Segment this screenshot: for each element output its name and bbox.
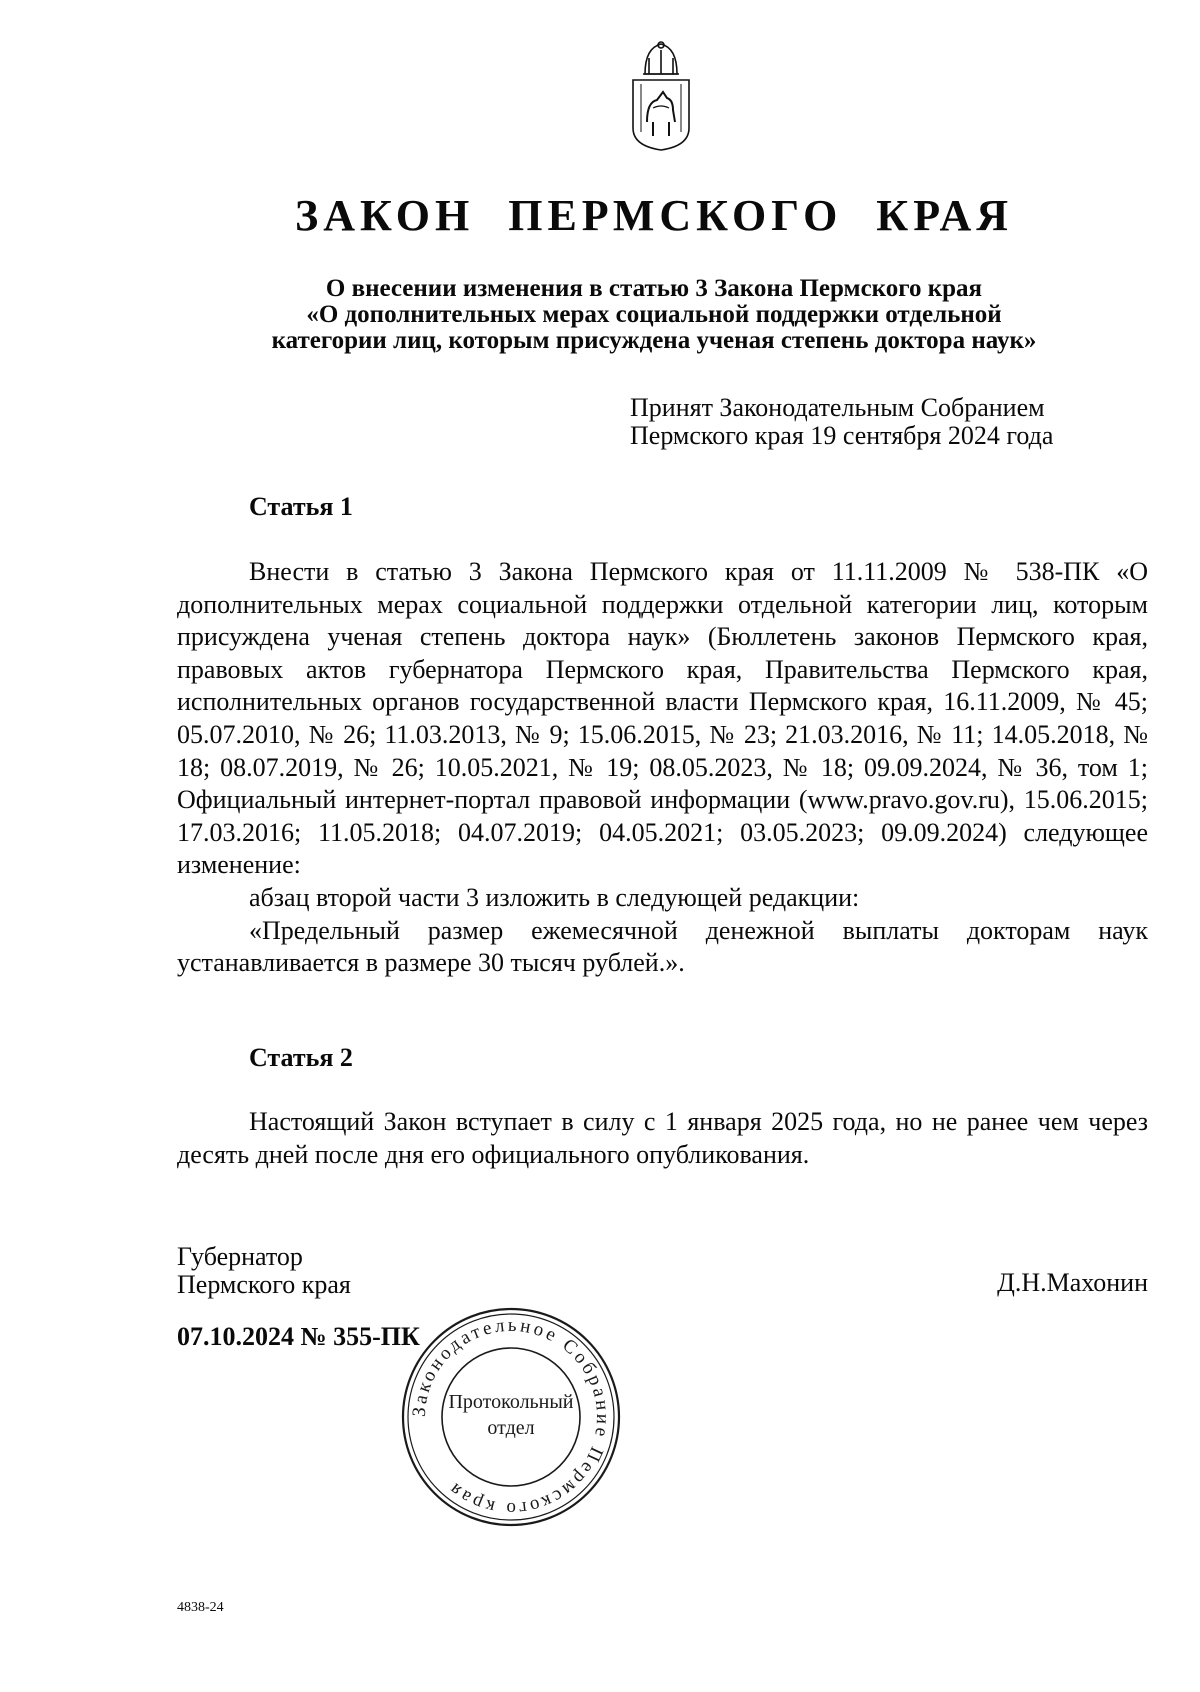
subtitle-line: О внесении изменения в статью 3 Закона Пермского края: [325, 275, 983, 302]
article-paragraph: Настоящий Закон вступает в силу с 1 января 2025 года, но не ранее чем через десять дней после дня его официального опубликования.: [177, 1107, 1148, 1169]
law-date-number: 07.10.2024 № 355-ПК: [177, 1322, 420, 1351]
article-paragraph: Внести в статью 3 Закона Пермского края от 11.11.2009 № 538-ПК «О дополнительных мерах социальной поддержки отдельной категории лиц, которым присуждена ученая степень доктора наук» (Бюллетень законов Пермского края, правовых актов губернатора Пермского края, Правительства Пермского края, исполнительных органов государственной власти Пермского края, 16.11.2009, № 45; 05.07.2010, № 26; 11.03.2013, № 9; 15.06.2015, № 23; 21.03.2016, № 11; 14.05.2018, № 18; 08.07.2019, № 26; 10.05.2021, № 19; 08.05.2023, № 18; 09.09.2024, № 36, том 1; Официальный интернет-портал правовой информации (www.pravo.gov.ru), 15.06.2015; 17.03.2016; 11.05.2018; 04.07.2019; 04.05.2021; 03.05.2023; 09.09.2024) следующее изменение:: [177, 557, 1148, 880]
article-1-heading: Статья 1: [249, 492, 353, 521]
article-1-body: [177, 556, 1148, 980]
stamp-center-line: Протокольный: [448, 1391, 574, 1413]
perm-krai-coat-of-arms-icon: [623, 40, 699, 152]
subtitle-line: категории лиц, которым присуждена ученая степень доктора наук»: [271, 327, 1037, 354]
position-line: Губернатор: [177, 1242, 303, 1271]
article-paragraph: абзац второй части 3 изложить в следующей редакции:: [249, 882, 860, 912]
subtitle-line: «О дополнительных мерах социальной поддержки отдельной: [306, 301, 1002, 328]
adoption-line: Пермского края 19 сентября 2024 года: [630, 421, 1054, 450]
law-subtitle: [180, 276, 1128, 354]
law-title: ЗАКОН ПЕРМСКОГО КРАЯ: [294, 191, 1014, 240]
stamp-center-line: отдел: [487, 1417, 535, 1439]
adoption-note: [630, 394, 1100, 450]
signatory-position: [177, 1243, 351, 1299]
position-line: Пермского края: [177, 1270, 351, 1299]
official-stamp: [398, 1304, 624, 1530]
signatory-name: Д.Н.Махонин: [997, 1268, 1148, 1297]
article-paragraph: «Предельный размер ежемесячной денежной выплаты докторам наук устанавливается в размере 30 тысяч рублей.».: [177, 915, 1148, 978]
adoption-line: Принят Законодательным Собранием: [630, 393, 1045, 422]
article-2-heading: Статья 2: [249, 1043, 353, 1072]
article-2-body: [177, 1106, 1148, 1171]
document-code: 4838-24: [177, 1600, 224, 1615]
stamp-ring-text: Законодательное Собрание Пермского края: [408, 1314, 614, 1520]
